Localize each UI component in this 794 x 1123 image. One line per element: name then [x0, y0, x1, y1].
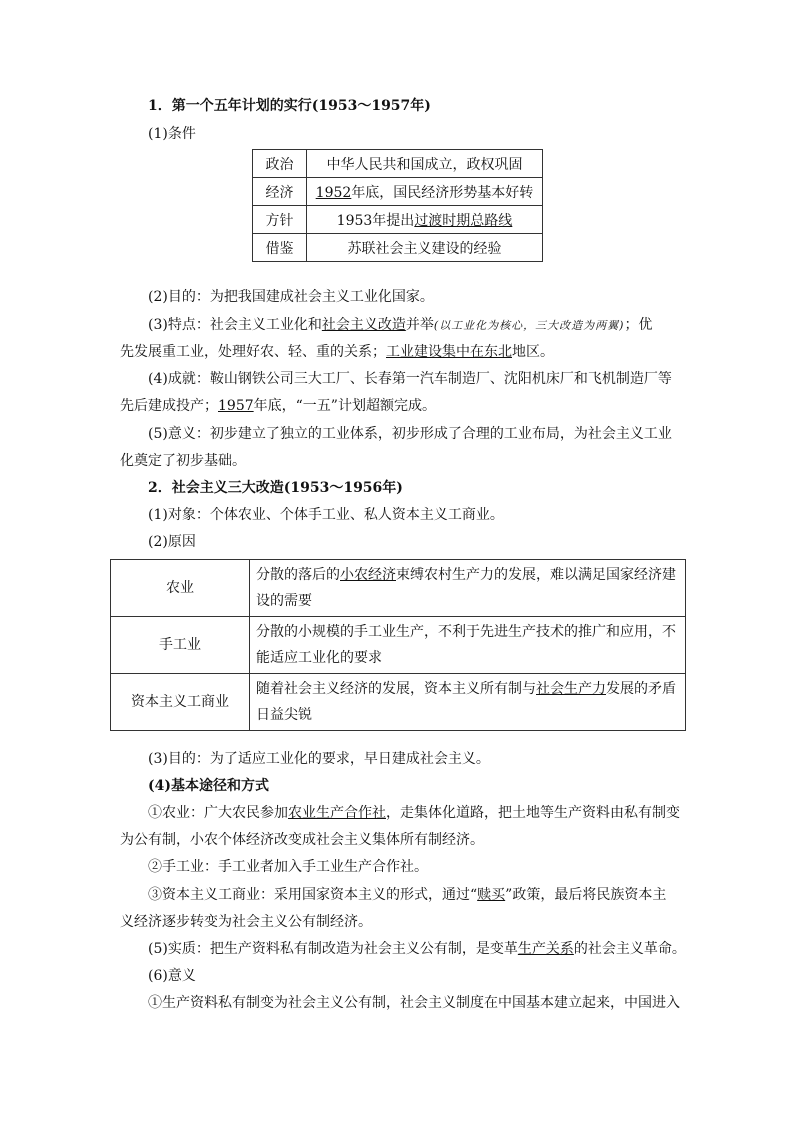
essence-underlined: 生产关系	[517, 941, 574, 957]
table-row	[253, 206, 543, 234]
row-value-text: 发展的矛盾日益尖锐	[256, 681, 676, 723]
achievement-line-1: (4)成就：鞍山钢铁公司三大工厂、长春第一汽车制造厂、沈阳机床厂和飞机制造厂等	[148, 371, 672, 387]
agriculture-text: ，走集体化道路，把土地等生产资料由私有制变	[386, 805, 680, 821]
row-value	[307, 150, 543, 178]
row-value-text: 随着社会主义经济的发展，资本主义所有制与	[256, 681, 536, 697]
agriculture-line-2: 为公有制，小农个体经济改变成社会主义集体所有制经济。	[120, 832, 484, 848]
capitalist-underlined: 赎买	[477, 887, 506, 903]
row-value-underlined: 小农经济	[340, 567, 396, 583]
agriculture-line-1	[148, 803, 680, 823]
row-value-text: 1953年提出	[336, 212, 415, 229]
reasons-label: (2)原因	[148, 534, 196, 550]
handicraft-line: ②手工业：手工业者加入手工业生产合作社。	[148, 859, 428, 875]
table-row	[253, 178, 543, 206]
row-value-text: 分散的落后的	[256, 567, 340, 583]
row-value	[307, 206, 543, 234]
table-row	[253, 150, 543, 178]
row-label: 资本主义工商业	[111, 674, 250, 731]
essence-text: 的社会主义革命。	[573, 941, 686, 957]
capitalist-text: ③资本主义工商业：采用国家资本主义的形式，通过“	[148, 887, 478, 903]
row-label: 经济	[253, 178, 307, 206]
significance-line-2: 化奠定了初步基础。	[120, 453, 246, 469]
row-value	[250, 617, 686, 674]
section1-heading: 1．第一个五年计划的实行(1953～1957年)	[148, 98, 431, 114]
row-value	[307, 234, 543, 262]
feature-underlined: 东北	[484, 344, 512, 360]
table-row	[253, 234, 543, 262]
table-row	[111, 560, 686, 617]
achievement-line-2	[120, 396, 436, 416]
feature-text: (3)特点：社会主义工业化和	[148, 317, 322, 333]
row-value-text: 束缚农村生产力的发展，难以满足国家经济建设的需要	[256, 567, 676, 609]
feature-line-2	[120, 342, 554, 362]
agriculture-underlined: 农业生产合作社	[288, 805, 386, 821]
row-value-underlined: 1952	[315, 184, 352, 201]
capitalist-line-2: 义经济逐步转变为社会主义公有制经济。	[120, 914, 372, 930]
purpose-line: (3)目的：为了适应工业化的要求，早日建成社会主义。	[148, 751, 490, 767]
table-row	[111, 617, 686, 674]
target-line: (1)对象：个体农业、个体手工业、私人资本主义工商业。	[148, 507, 504, 523]
row-value	[250, 560, 686, 617]
feature-text: 地区。	[512, 344, 554, 360]
capitalist-text: ”政策，最后将民族资本主	[505, 887, 667, 903]
feature-line-1	[148, 315, 652, 336]
meaning-label: (6)意义	[148, 968, 196, 984]
section2-heading: 2．社会主义三大改造(1953～1956年)	[148, 480, 403, 496]
row-value	[307, 178, 543, 206]
row-value-text: 分散的小规模的手工业生产，不利于先进生产技术的推广和应用，不能适应工业化的要求	[256, 624, 676, 666]
feature-text: 先发展重工业，处理好农、轻、重的关系；	[120, 344, 386, 360]
feature-note: (以工业化为核心，三大改造为两翼)	[433, 319, 625, 332]
row-label: 政治	[253, 150, 307, 178]
row-label: 农业	[111, 560, 250, 617]
significance-line-1: (5)意义：初步建立了独立的工业体系，初步形成了合理的工业布局，为社会主义工业	[148, 426, 672, 442]
row-value-text: 苏联社会主义建设的经验	[347, 240, 502, 257]
row-label: 手工业	[111, 617, 250, 674]
achievement-text: 年底，“一五”计划超额完成。	[253, 398, 436, 414]
row-value-underlined: 过渡时期总路线	[414, 212, 513, 229]
achievement-underlined: 1957	[218, 398, 254, 414]
row-value-text: 中华人民共和国成立，政权巩固	[326, 156, 523, 173]
feature-text: ；优	[624, 317, 653, 333]
row-value-underlined: 社会生产力	[536, 681, 606, 697]
achievement-text: 先后建成投产；	[120, 398, 218, 414]
agriculture-text: ①农业：广大农民参加	[148, 805, 288, 821]
feature-text: 并举	[405, 317, 434, 333]
reasons-table	[110, 559, 686, 731]
essence-line	[148, 939, 686, 959]
capitalist-line-1	[148, 885, 666, 905]
conditions-table	[252, 149, 543, 262]
row-label: 借鉴	[253, 234, 307, 262]
meaning-line-1: ①生产资料私有制变为社会主义公有制，社会主义制度在中国基本建立起来，中国进入	[148, 995, 680, 1011]
goal-line: (2)目的：为把我国建成社会主义工业化国家。	[148, 289, 434, 305]
ways-label: (4)基本途径和方式	[148, 778, 269, 794]
row-label: 方针	[253, 206, 307, 234]
essence-text: (5)实质：把生产资料私有制改造为社会主义公有制，是变革	[148, 941, 518, 957]
row-value-text: 年底，国民经济形势基本好转	[351, 184, 534, 201]
table-row	[111, 674, 686, 731]
row-value	[250, 674, 686, 731]
feature-underlined: 工业建设集中在	[386, 344, 484, 360]
feature-underlined: 社会主义改造	[321, 317, 406, 333]
conditions-label: (1)条件	[148, 126, 196, 142]
